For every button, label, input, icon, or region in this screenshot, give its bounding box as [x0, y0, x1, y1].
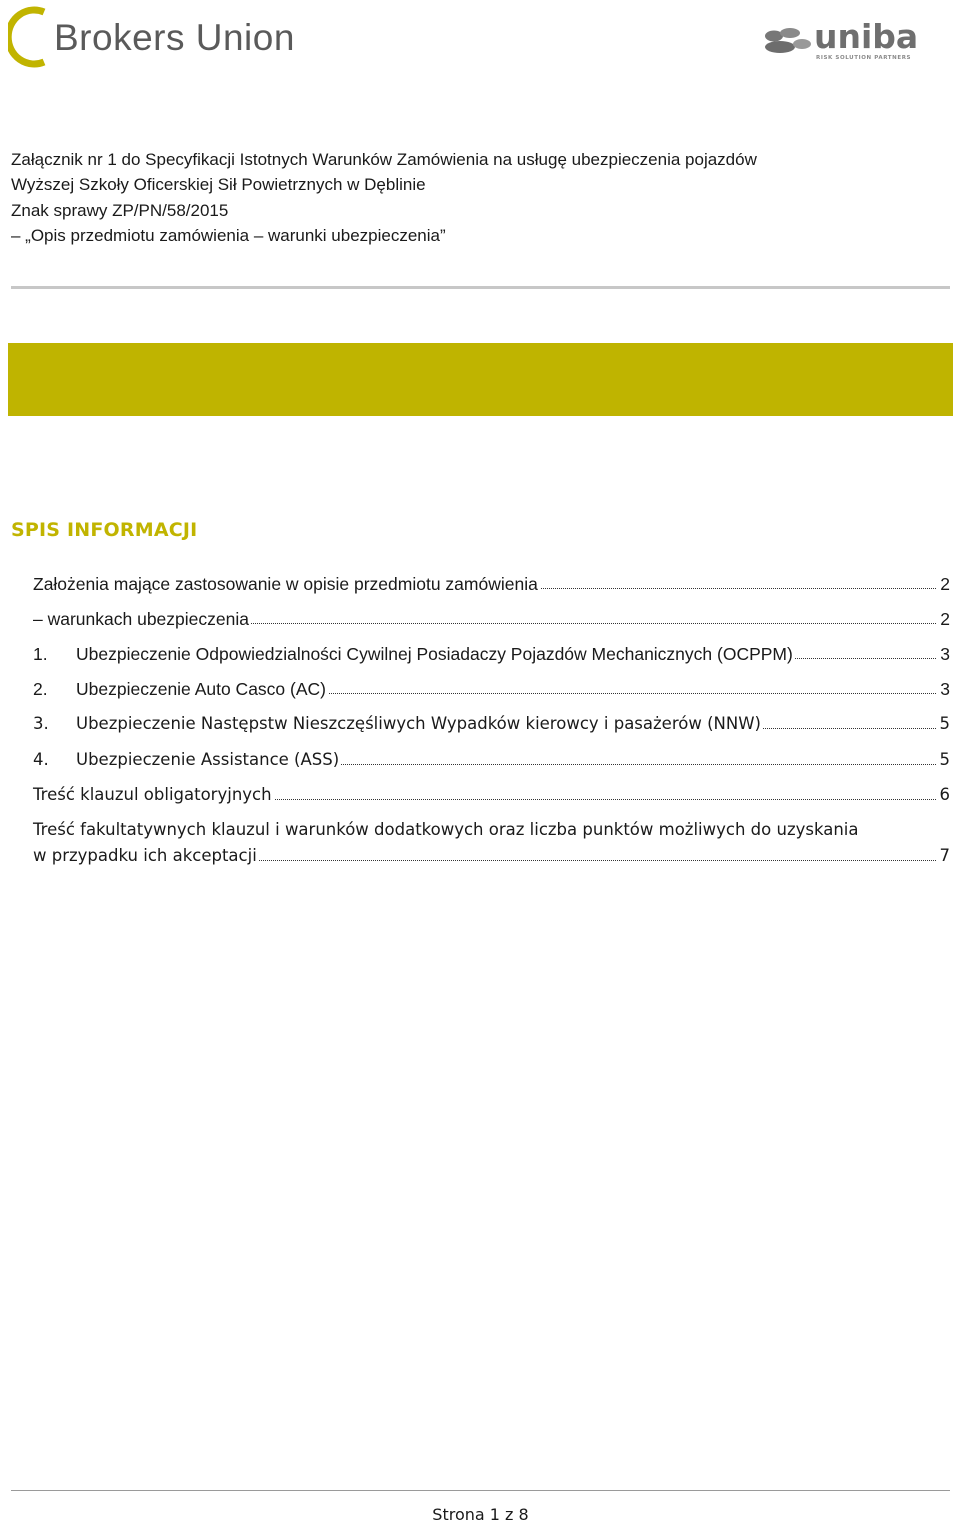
toc-entry-text: Ubezpieczenie Auto Casco (AC)	[76, 679, 326, 699]
toc-entry-text: Treść klauzul obligatoryjnych	[33, 785, 272, 804]
toc-entry-page: 7	[937, 843, 951, 869]
toc-entry-text: Założenia mające zastosowanie w opisie przedmiotu zamówienia	[33, 574, 538, 594]
footer-divider	[11, 1490, 950, 1491]
toc-entry[interactable]	[33, 606, 950, 632]
toc-entry-continuation[interactable]	[33, 843, 950, 869]
toc-entry-page: 5	[937, 711, 951, 737]
uniba-logo-tagline: RISK SOLUTION PARTNERS	[816, 55, 912, 61]
brokers-union-logo	[8, 4, 295, 70]
uniba-stones-icon	[760, 20, 816, 62]
toc-entry-number: 3.	[33, 714, 49, 733]
toc-entry-text: w przypadku ich akceptacji	[33, 846, 257, 865]
uniba-logo	[760, 17, 919, 68]
toc-entry-text: Ubezpieczenie Następstw Nieszczęśliwych Wypadków kierowcy i pasażerów (NNW)	[76, 714, 761, 733]
toc-entry[interactable]	[33, 711, 950, 737]
uniba-logo-text: uniba	[814, 17, 919, 56]
brokers-union-c-mark-icon	[8, 6, 48, 68]
title-line-1: Załącznik nr 1 do Specyfikacji Istotnych Warunków Zamówienia na usługę ubezpieczenia pojazdów	[11, 150, 757, 169]
toc-entry[interactable]	[33, 817, 950, 843]
toc-entry-page: 3	[937, 676, 950, 702]
document-title-block	[11, 147, 941, 248]
toc-entry[interactable]	[33, 676, 950, 702]
decorative-color-band	[8, 343, 953, 416]
toc-entry-number: 4.	[33, 750, 49, 769]
toc-entry-page: 6	[937, 782, 951, 808]
toc-entry-page: 2	[937, 606, 950, 632]
toc-entry[interactable]	[33, 641, 950, 667]
page-number-label: Strona 1 z 8	[432, 1505, 529, 1524]
toc-heading: SPIS INFORMACJI	[11, 519, 198, 541]
toc-entry[interactable]	[33, 571, 950, 597]
page-footer	[0, 1505, 960, 1524]
toc-entry-text: – warunkach ubezpieczenia	[33, 609, 249, 629]
toc-entry-number: 1.	[33, 644, 48, 664]
header-divider	[11, 286, 950, 289]
toc-entry-page: 3	[937, 641, 950, 667]
toc-entry[interactable]	[33, 782, 950, 808]
toc-entry[interactable]	[33, 747, 950, 773]
toc-entry-page: 2	[937, 571, 950, 597]
toc-entry-number: 2.	[33, 679, 48, 699]
toc-entry-page: 5	[937, 747, 951, 773]
brokers-union-logo-text: Brokers Union	[54, 16, 295, 58]
toc-entry-text: Treść fakultatywnych klauzul i warunków dodatkowych oraz liczba punktów możliwych do uzyskania	[33, 820, 859, 839]
toc-entry-text: Ubezpieczenie Odpowiedzialności Cywilnej Posiadaczy Pojazdów Mechanicznych (OCPPM)	[76, 644, 793, 664]
title-line-4: – „Opis przedmiotu zamówienia – warunki ubezpieczenia”	[11, 225, 446, 245]
toc-entry-text: Ubezpieczenie Assistance (ASS)	[76, 750, 340, 769]
title-line-2: Wyższej Szkoły Oficerskiej Sił Powietrznych w Dęblinie	[11, 175, 426, 195]
title-line-3: Znak sprawy ZP/PN/58/2015	[11, 200, 229, 220]
